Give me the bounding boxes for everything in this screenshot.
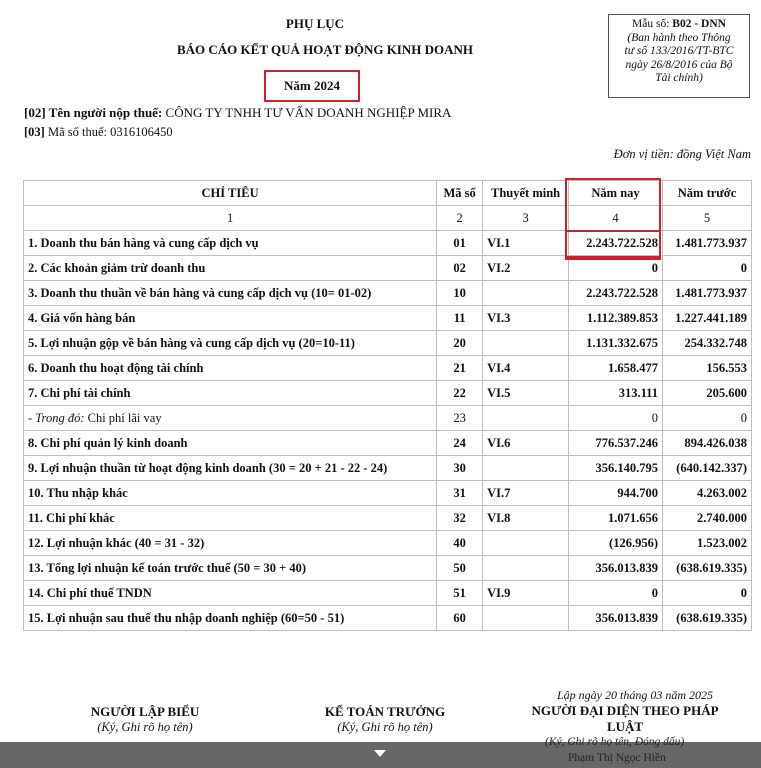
row-previous-value: (640.142.337) (663, 456, 752, 481)
form-note-line-3: tư số 133/2016/TT-BTC (624, 45, 734, 57)
form-code-line (613, 18, 745, 32)
row-note: VI.6 (483, 431, 569, 456)
row-note: VI.9 (483, 581, 569, 606)
row-previous-value: 0 (663, 581, 752, 606)
row-current-value: (126.956) (569, 531, 663, 556)
row-previous-value: 0 (663, 406, 752, 431)
table-row (24, 256, 752, 281)
representative-name: Phạm Thị Ngọc Hiền (568, 752, 666, 764)
table-row (24, 331, 752, 356)
row-note: VI.5 (483, 381, 569, 406)
table-header-row (24, 181, 752, 206)
row-current-value: 1.071.656 (569, 506, 663, 531)
row-previous-value: (638.619.335) (663, 606, 752, 631)
row-code: 10 (437, 281, 483, 306)
row-previous-value: 2.740.000 (663, 506, 752, 531)
report-year: Năm 2024 (264, 70, 360, 102)
row-note: VI.4 (483, 356, 569, 381)
row-previous-value: 1.523.002 (663, 531, 752, 556)
row-code: 11 (437, 306, 483, 331)
row-previous-value: 0 (663, 256, 752, 281)
form-code-prefix: Mẫu số: (632, 18, 673, 30)
row-current-value: 776.537.246 (569, 431, 663, 456)
row-current-value: 356.140.795 (569, 456, 663, 481)
row-current-value: 0 (569, 256, 663, 281)
taxpayer-name-value: CÔNG TY TNHH TƯ VẤN DOANH NGHIỆP MIRA (162, 105, 452, 120)
form-code: B02 - DNN (672, 18, 726, 30)
row-previous-value: 1.227.441.189 (663, 306, 752, 331)
row-previous-value: 254.332.748 (663, 331, 752, 356)
row-item-prefix: - Trong đó: (28, 410, 85, 425)
signing-date: Lập ngày 20 tháng 03 năm 2025 (557, 688, 713, 702)
table-row (24, 531, 752, 556)
row-note: VI.3 (483, 306, 569, 331)
row-previous-value: 1.481.773.937 (663, 231, 752, 256)
row-code: 23 (437, 406, 483, 431)
representative-signature (500, 703, 750, 735)
row-code: 02 (437, 256, 483, 281)
table-index-row (24, 206, 752, 231)
tax-code-value: Mã số thuế: 0316106450 (44, 125, 173, 139)
preparer-role: NGƯỜI LẬP BIỂU (90, 704, 200, 719)
row-previous-value: (638.619.335) (663, 556, 752, 581)
form-code-box (608, 14, 750, 98)
currency-unit: Đơn vị tiền: đồng Việt Nam (613, 147, 751, 161)
row-previous-value: 156.553 (663, 356, 752, 381)
index-cell: 3 (483, 206, 569, 231)
row-note: VI.7 (483, 481, 569, 506)
row-code: 30 (437, 456, 483, 481)
table-row (24, 281, 752, 306)
row-code: 20 (437, 331, 483, 356)
row-item-name: 1. Doanh thu bán hàng và cung cấp dịch vụ (24, 231, 437, 256)
row-code: 22 (437, 381, 483, 406)
row-current-value: 356.013.839 (569, 606, 663, 631)
tax-code-label: [03] (24, 125, 45, 139)
row-current-value: 1.112.389.853 (569, 306, 663, 331)
index-cell: 4 (569, 206, 663, 231)
tax-code-line (24, 125, 173, 140)
col-header-code: Mã số (437, 181, 483, 206)
row-item-name: 14. Chi phí thuế TNDN (24, 581, 437, 606)
col-header-note: Thuyết minh (483, 181, 569, 206)
row-note (483, 331, 569, 356)
row-code: 51 (437, 581, 483, 606)
row-item-name: 10. Thu nhập khác (24, 481, 437, 506)
row-item-name: 8. Chi phí quản lý kinh doanh (24, 431, 437, 456)
accountant-hint: (Ký, Ghi rõ họ tên) (337, 720, 433, 734)
row-item-name: 11. Chi phí khác (24, 506, 437, 531)
index-cell: 1 (24, 206, 437, 231)
representative-role-line2: LUẬT (606, 719, 644, 734)
row-item-name: 7. Chi phí tài chính (24, 381, 437, 406)
col-header-previous-year: Năm trước (663, 181, 752, 206)
row-item-label: Chi phí lãi vay (84, 410, 162, 425)
preparer-signature (60, 704, 230, 735)
row-note: VI.2 (483, 256, 569, 281)
row-current-value: 944.700 (569, 481, 663, 506)
row-code: 31 (437, 481, 483, 506)
table-row (24, 556, 752, 581)
row-item-name: 12. Lợi nhuận khác (40 = 31 - 32) (24, 531, 437, 556)
row-previous-value: 1.481.773.937 (663, 281, 752, 306)
row-code: 32 (437, 506, 483, 531)
row-note: VI.1 (483, 231, 569, 256)
form-note-line-2: (Ban hành theo Thông (627, 31, 731, 44)
table-row (24, 481, 752, 506)
table-row (24, 581, 752, 606)
row-item-name: 4. Giá vốn hàng bán (24, 306, 437, 331)
row-current-value: 2.243.722.528 (569, 231, 663, 256)
table-row (24, 456, 752, 481)
row-current-value: 1.131.332.675 (569, 331, 663, 356)
row-current-value: 313.111 (569, 381, 663, 406)
row-item-name: 9. Lợi nhuận thuần từ hoạt động kinh doanh (30 = 20 + 21 - 22 - 24) (24, 456, 437, 481)
table-row (24, 306, 752, 331)
row-current-value: 2.243.722.528 (569, 281, 663, 306)
row-note (483, 531, 569, 556)
row-current-value: 0 (569, 406, 663, 431)
row-previous-value: 4.263.002 (663, 481, 752, 506)
row-item-name: 3. Doanh thu thuần về bán hàng và cung cấp dịch vụ (10= 01-02) (24, 281, 437, 306)
col-header-current-year: Năm nay (569, 181, 663, 206)
row-code: 40 (437, 531, 483, 556)
table-row (24, 506, 752, 531)
row-note (483, 606, 569, 631)
row-current-value: 356.013.839 (569, 556, 663, 581)
row-item-name: 15. Lợi nhuận sau thuế thu nhập doanh nghiệp (60=50 - 51) (24, 606, 437, 631)
appendix-title: PHỤ LỤC (285, 16, 345, 31)
row-current-value: 1.658.477 (569, 356, 663, 381)
row-item-name: 6. Doanh thu hoạt động tài chính (24, 356, 437, 381)
table-row (24, 381, 752, 406)
row-code: 50 (437, 556, 483, 581)
row-current-value: 0 (569, 581, 663, 606)
row-note (483, 406, 569, 431)
row-note (483, 281, 569, 306)
row-item-name (24, 406, 437, 431)
index-cell: 2 (437, 206, 483, 231)
row-code: 60 (437, 606, 483, 631)
table-row (24, 356, 752, 381)
row-code: 21 (437, 356, 483, 381)
index-cell: 5 (663, 206, 752, 231)
accountant-role: KẾ TOÁN TRƯỞNG (324, 704, 446, 719)
preparer-hint: (Ký, Ghi rõ họ tên) (97, 720, 193, 734)
form-note-line-5: Tài chính) (655, 72, 703, 84)
chevron-down-icon[interactable] (374, 750, 386, 757)
representative-hint: (Ký, Ghi rõ họ tên, Đóng dấu) (545, 736, 685, 748)
row-previous-value: 894.426.038 (663, 431, 752, 456)
col-header-item: CHỈ TIÊU (24, 181, 437, 206)
representative-role-line1: NGƯỜI ĐẠI DIỆN THEO PHÁP (531, 703, 719, 718)
row-item-name: 5. Lợi nhuận gộp về bán hàng và cung cấp dịch vụ (20=10-11) (24, 331, 437, 356)
table-row (24, 431, 752, 456)
viewer-bottom-bar[interactable] (0, 736, 761, 768)
row-note (483, 456, 569, 481)
table-row (24, 406, 752, 431)
row-previous-value: 205.600 (663, 381, 752, 406)
form-note-line-4: ngày 26/8/2016 của Bộ (625, 58, 733, 71)
report-title: BÁO CÁO KẾT QUẢ HOẠT ĐỘNG KINH DOANH (176, 42, 474, 57)
row-code: 01 (437, 231, 483, 256)
row-note: VI.8 (483, 506, 569, 531)
row-code: 24 (437, 431, 483, 456)
row-item-name: 2. Các khoản giảm trừ doanh thu (24, 256, 437, 281)
accountant-signature (300, 704, 470, 735)
row-item-name: 13. Tổng lợi nhuận kế toán trước thuế (50 = 30 + 40) (24, 556, 437, 581)
income-statement-table (23, 180, 752, 631)
row-note (483, 556, 569, 581)
taxpayer-name-label: [02] Tên người nộp thuế: (24, 105, 163, 120)
taxpayer-name-line (24, 105, 451, 121)
table-row (24, 606, 752, 631)
table-row (24, 231, 752, 256)
